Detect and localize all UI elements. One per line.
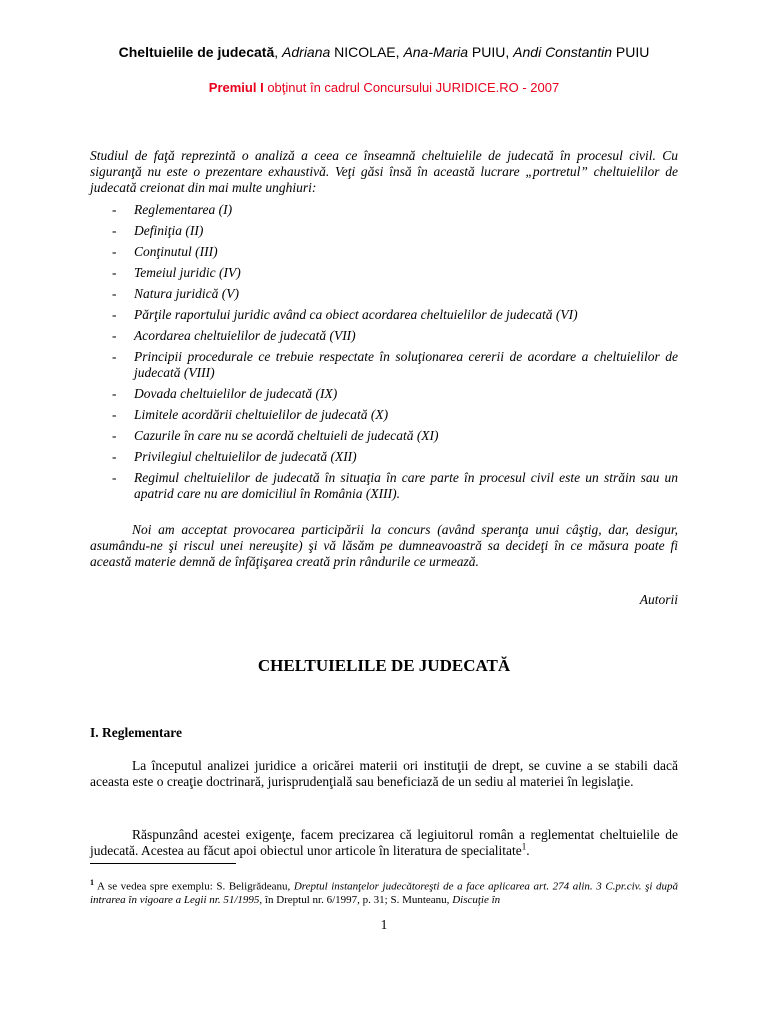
body-paragraph-text: Răspunzând acestei exigenţe, facem precizarea că legiuitorul român a reglementat cheltuielile de judecată. Acestea au făcut apoi obiectul unor articole în literatura de specialitate: [90, 827, 678, 858]
separator: ,: [274, 44, 283, 60]
separator: ,: [395, 44, 404, 60]
list-dash: -: [112, 244, 117, 259]
main-title: CHELTUIELILE DE JUDECATĂ: [257, 656, 511, 675]
page-number: 1: [380, 917, 388, 932]
contents-list-item-text: Natura juridică (V): [134, 286, 239, 301]
author-first-name: Adriana: [282, 44, 331, 60]
contents-list-item: [90, 449, 678, 465]
contents-list-item-text: Principii procedurale ce trebuie respectate în soluţionarea cererii de acordare a cheltuielilor de judecată (VIII): [134, 349, 678, 380]
list-dash: -: [112, 428, 117, 443]
footnote-text: , în Dreptul nr. 6/1997, p. 31; S. Munteanu,: [259, 893, 453, 906]
list-dash: -: [112, 202, 117, 217]
contents-list-item-text: Conţinutul (III): [134, 244, 218, 259]
footnote-separator: [90, 863, 236, 864]
contents-list-item: [90, 286, 678, 302]
document-title: Cheltuielile de judecată: [118, 44, 275, 60]
contents-list-item: [90, 202, 678, 218]
contents-list-item-text: Dovada cheltuielilor de judecată (IX): [134, 386, 338, 401]
contents-list-item: [90, 223, 678, 239]
header-line: [0, 44, 768, 60]
body-paragraph: La începutul analizei juridice a oricărei materii ori instituţii de drept, se cuvine a se stabili dacă aceasta este o creaţie doctrinară, jurisprudenţială sau beneficiază de un sediu al materiei în legislaţie.: [90, 758, 678, 789]
list-dash: -: [112, 328, 117, 343]
contents-list-item-text: Privilegiul cheltuielilor de judecată (XII): [134, 449, 357, 464]
footnote-citation-title: Dreptul instanţelor judecătoreşti de a face aplicarea art. 274 alin. 3 C.pr.civ. şi după intrarea în vigoare a Legii nr. 51/1995: [90, 880, 678, 906]
author-first-name: Andi Constantin: [513, 44, 612, 60]
award-text: obţinut în cadrul Concursului JURIDICE.RO - 2007: [263, 80, 560, 95]
contents-list-item-text: Regimul cheltuielilor de judecată în situaţia în care parte în procesul civil este un străin sau un apatrid care nu are domiciliul în România (XIII).: [134, 470, 678, 501]
list-dash: -: [112, 407, 117, 422]
contents-list-item: [90, 386, 678, 402]
contents-list-item: [90, 307, 678, 323]
list-dash: -: [112, 449, 117, 464]
closing-paragraph: Noi am acceptat provocarea participării la concurs (având speranţa unui câştig, dar, desigur, asumându-ne şi riscul unei nereuşite) şi vă lăsăm pe dumneavoastră sa decideţi în ce măsura poate fi această materie demnă de înfăţişarea creată prin rândurile ce urmează.: [90, 522, 678, 569]
footnote: [90, 876, 678, 907]
contents-list-item: [90, 244, 678, 260]
contents-list-item: [90, 470, 678, 502]
contents-list-item-text: Temeiul juridic (IV): [134, 265, 241, 280]
author-last-name: PUIU: [612, 44, 650, 60]
contents-list-item: [90, 407, 678, 423]
contents-list-item-text: Definiţia (II): [134, 223, 204, 238]
contents-list-item-text: Reglementarea (I): [134, 202, 233, 217]
author-last-name: PUIU: [468, 44, 506, 60]
footnote-text: A se vedea spre exemplu: S. Beligrădeanu,: [94, 880, 294, 893]
contents-list-item-text: Părţile raportului juridic având ca obiect acordarea cheltuielilor de judecată (VI): [134, 307, 578, 322]
section-heading: I. Reglementare: [90, 725, 182, 740]
separator: ,: [505, 44, 514, 60]
list-dash: -: [112, 307, 117, 322]
list-dash: -: [112, 470, 117, 485]
award-line: [0, 80, 768, 95]
contents-list-item: [90, 349, 678, 381]
intro-paragraph: [90, 148, 678, 196]
list-dash: -: [112, 223, 117, 238]
intro-text: Studiul de faţă reprezintă o analiză a ceea ce înseamnă cheltuielile de judecată în procesul civil. Cu siguranţă nu este o prezentare exhaustivă. Veţi găsi însă în această lucrare „portretul” cheltuielilor de judecată creionat din mai multe unghiuri:: [90, 148, 678, 195]
list-dash: -: [112, 349, 117, 364]
award-prize: Premiul I: [208, 80, 264, 95]
contents-list-item-text: Cazurile în care nu se acordă cheltuieli de judecată (XI): [134, 428, 439, 443]
list-dash: -: [112, 265, 117, 280]
footnote-citation-title: Discuţie în: [452, 893, 501, 906]
contents-list: [90, 202, 678, 507]
list-dash: -: [112, 386, 117, 401]
contents-list-item-text: Acordarea cheltuielilor de judecată (VII): [134, 328, 356, 343]
list-dash: -: [112, 286, 117, 301]
contents-list-item: [90, 265, 678, 281]
contents-list-item: [90, 428, 678, 444]
author-first-name: Ana-Maria: [403, 44, 469, 60]
contents-list-item: [90, 328, 678, 344]
body-paragraph-end: .: [526, 843, 530, 858]
body-paragraph: [90, 827, 678, 859]
signature: Autorii: [639, 592, 678, 607]
author-last-name: NICOLAE: [330, 44, 396, 60]
contents-list-item-text: Limitele acordării cheltuielilor de judecată (X): [134, 407, 389, 422]
footnote-reference[interactable]: 1: [521, 841, 527, 852]
footnote-marker: 1: [90, 878, 94, 887]
